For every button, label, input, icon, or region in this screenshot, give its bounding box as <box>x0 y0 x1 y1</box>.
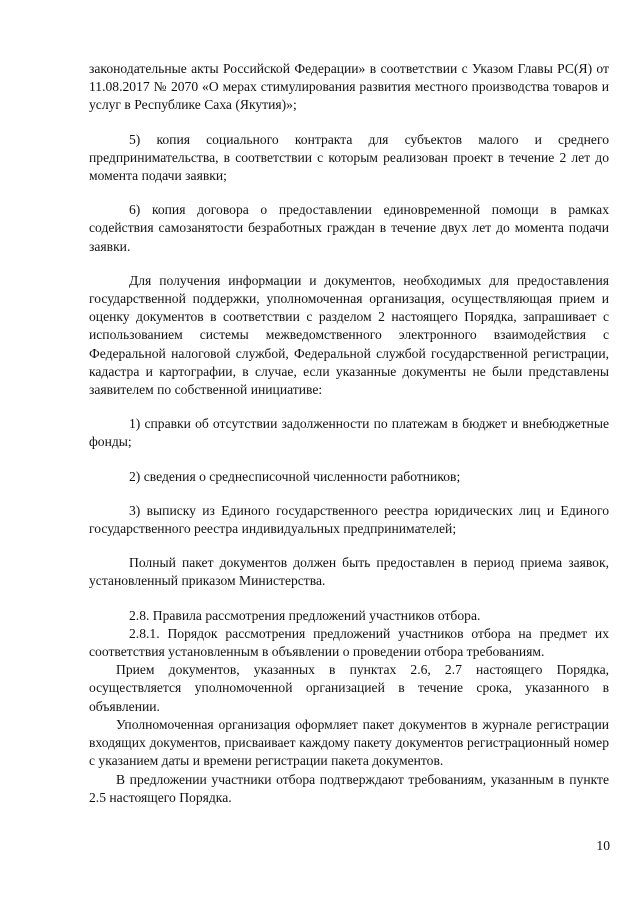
page-number: 10 <box>596 838 610 853</box>
paragraph-request-item-1: 1) справки об отсутствии задолженности по платежам в бюджет и внебюджетные фонды; <box>89 416 609 450</box>
subsection-2-8-1: 2.8.1. Порядок рассмотрения предложений участников отбора на предмет их соответствия установленным в объявлении о проведении отбора требованиям. <box>89 625 609 660</box>
paragraph-information-request: Для получения информации и документов, необходимых для предоставления государственной поддержки, уполномоченная организация, осуществляющая прием и оценку документов в соответствии с разделом 2 настоящего Порядка, запрашивает с использованием системы межведомственного электронного взаимодействия с Федеральной налоговой службой, Федеральной службой государственной регистрации, кадастра и картографии, в случае, если указанные документы не были представлены заявителем по собственной инициативе: <box>89 272 609 398</box>
paragraph-full-package: Полный пакет документов должен быть предоставлен в период приема заявок, установленный приказом Министерства. <box>89 555 609 589</box>
paragraph-request-item-2: 2) сведения о среднесписочной численности работников; <box>129 468 461 484</box>
section-heading-2-8: 2.8. Правила рассмотрения предложений участников отбора. <box>129 607 481 623</box>
paragraph-request-item-3: 3) выписку из Единого государственного реестра юридических лиц и Единого государственного реестра индивидуальных предпринимателей; <box>89 502 609 537</box>
paragraph-continuation: законодательные акты Российской Федерации» в соответствии с Указом Главы РС(Я) от 11.08.2017 № 2070 «О мерах стимулирования развития местного производства товаров и услуг в Республике Саха (Якутия)»; <box>89 61 609 113</box>
paragraph-item-5: 5) копия социального контракта для субъектов малого и среднего предпринимательства, в соответствии с которым реализован проект в течение 2 лет до момента подачи заявки; <box>89 131 609 184</box>
paragraph-item-6: 6) копия договора о предоставлении единовременной помощи в рамках содействия самозанятости безработных граждан в течение двух лет до момента подачи заявки. <box>89 202 609 254</box>
paragraph-document-intake: Прием документов, указанных в пунктах 2.6, 2.7 настоящего Порядка, осуществляется уполномоченной организацией в течение срока, указанного в объявлении. <box>89 662 609 714</box>
paragraph-registration: Уполномоченная организация оформляет пакет документов в журнале регистрации входящих документов, присваивает каждому пакету документов регистрационный номер с указанием даты и времени регистрации пакета документов. <box>89 716 609 769</box>
document-body <box>89 60 609 807</box>
paragraph-confirmation: В предложении участники отбора подтверждают требованиям, указанным в пункте 2.5 настоящего Порядка. <box>89 771 609 805</box>
